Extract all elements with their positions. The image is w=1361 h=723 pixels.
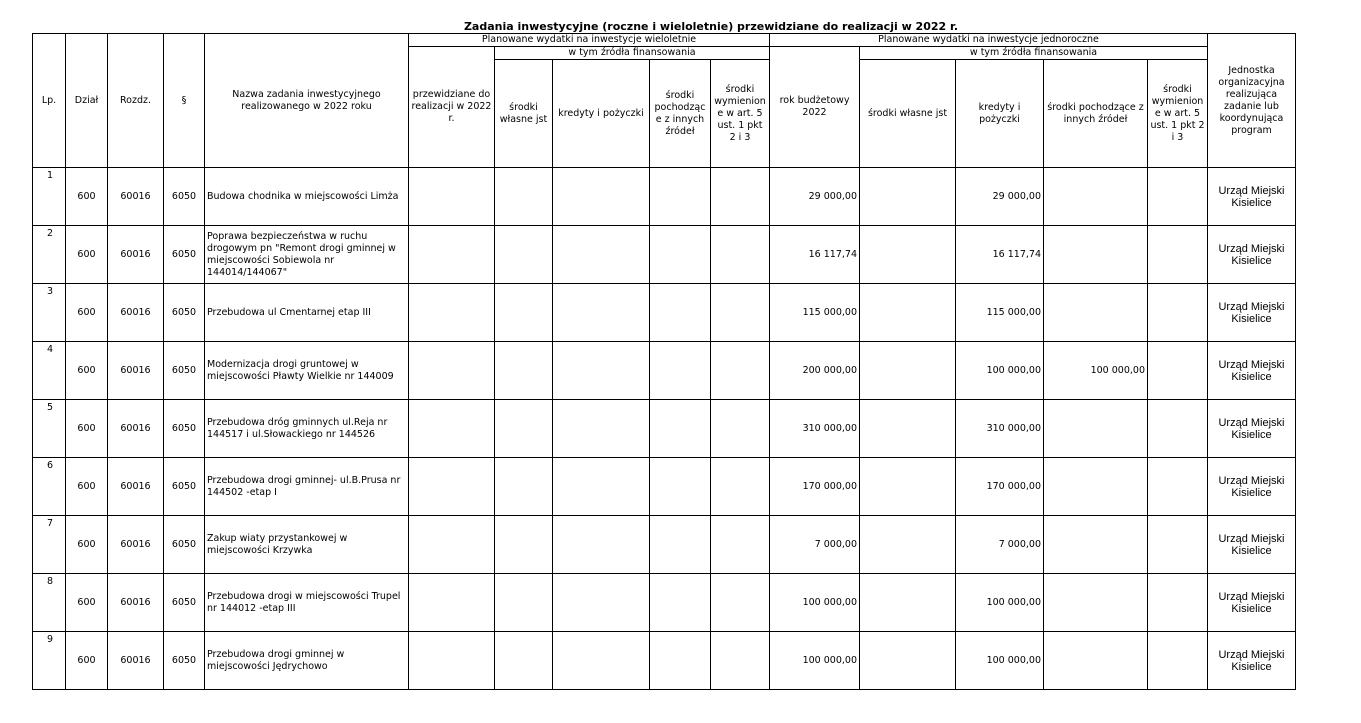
rozdz-cell: 60016 bbox=[108, 516, 164, 574]
pochodzace-cell bbox=[1044, 226, 1148, 284]
rok-cell: 7 000,00 bbox=[770, 516, 860, 574]
rok-cell: 170 000,00 bbox=[770, 458, 860, 516]
dzial-cell: 600 bbox=[66, 400, 108, 458]
header-srodki-wymienione-2: środki wymienion e w art. 5 ust. 1 pkt 2 i 3 bbox=[1148, 60, 1208, 168]
dzial-cell: 600 bbox=[66, 632, 108, 690]
paragraf-cell: 6050 bbox=[164, 342, 205, 400]
kredyty-cell: 29 000,00 bbox=[956, 168, 1044, 226]
paragraf-cell: 6050 bbox=[164, 284, 205, 342]
dzial-cell: 600 bbox=[66, 516, 108, 574]
jednostka-cell: Urząd Miejski Kisielice bbox=[1208, 342, 1296, 400]
nazwa-cell: Budowa chodnika w miejscowości Limża bbox=[205, 168, 409, 226]
kredyty-cell: 310 000,00 bbox=[956, 400, 1044, 458]
dzial-cell: 600 bbox=[66, 226, 108, 284]
jednostka-cell: Urząd Miejski Kisielice bbox=[1208, 632, 1296, 690]
rozdz-cell: 60016 bbox=[108, 284, 164, 342]
pochodzace-cell bbox=[1044, 284, 1148, 342]
dzial-cell: 600 bbox=[66, 342, 108, 400]
header-paragraf: § bbox=[164, 34, 205, 168]
header-srodki-wlasne: środki własne jst bbox=[495, 60, 553, 168]
header-lp: Lp. bbox=[33, 34, 66, 168]
jednostka-cell: Urząd Miejski Kisielice bbox=[1208, 574, 1296, 632]
pochodzace-cell bbox=[1044, 574, 1148, 632]
header-jednoroczne: Planowane wydatki na inwestycje jednoroczne bbox=[770, 34, 1208, 47]
kredyty-cell: 100 000,00 bbox=[956, 342, 1044, 400]
document-title: Zadania inwestycyjne (roczne i wieloletnie) przewidziane do realizacji w 2022 r. bbox=[463, 20, 959, 33]
paragraf-cell: 6050 bbox=[164, 226, 205, 284]
lp-cell: 1 bbox=[47, 170, 54, 181]
nazwa-cell: Przebudowa drogi gminnej w miejscowości Jędrychowo bbox=[205, 632, 409, 690]
lp-cell: 2 bbox=[47, 228, 54, 239]
rozdz-cell: 60016 bbox=[108, 632, 164, 690]
investment-table bbox=[32, 33, 1296, 690]
dzial-cell: 600 bbox=[66, 458, 108, 516]
jednostka-cell: Urząd Miejski Kisielice bbox=[1208, 400, 1296, 458]
nazwa-cell: Przebudowa dróg gminnych ul.Reja nr 144517 i ul.Słowackiego nr 144526 bbox=[205, 400, 409, 458]
kredyty-cell: 100 000,00 bbox=[956, 632, 1044, 690]
jednostka-cell: Urząd Miejski Kisielice bbox=[1208, 226, 1296, 284]
paragraf-cell: 6050 bbox=[164, 458, 205, 516]
header-jednostka: Jednostka organizacyjna realizująca zadanie lub koordynująca program bbox=[1208, 34, 1296, 168]
pochodzace-cell bbox=[1044, 400, 1148, 458]
dzial-cell: 600 bbox=[66, 168, 108, 226]
header-dzial: Dział bbox=[66, 34, 108, 168]
kredyty-cell: 7 000,00 bbox=[956, 516, 1044, 574]
dzial-cell: 600 bbox=[66, 574, 108, 632]
rozdz-cell: 60016 bbox=[108, 574, 164, 632]
header-kredyty: kredyty i pożyczki bbox=[553, 60, 650, 168]
rok-cell: 310 000,00 bbox=[770, 400, 860, 458]
header-kredyty-2: kredyty i pożyczki bbox=[956, 60, 1044, 168]
rok-cell: 16 117,74 bbox=[770, 226, 860, 284]
lp-cell: 8 bbox=[47, 576, 54, 587]
lp-cell: 3 bbox=[47, 286, 54, 297]
rozdz-cell: 60016 bbox=[108, 458, 164, 516]
header-srodki-wlasne-2: środki własne jst bbox=[860, 60, 956, 168]
paragraf-cell: 6050 bbox=[164, 400, 205, 458]
header-rok-budzetowy: rok budżetowy 2022 bbox=[770, 47, 860, 168]
table-row bbox=[33, 284, 1296, 342]
jednostka-cell: Urząd Miejski Kisielice bbox=[1208, 516, 1296, 574]
table-row bbox=[33, 168, 1296, 226]
rok-cell: 100 000,00 bbox=[770, 632, 860, 690]
kredyty-cell: 16 117,74 bbox=[956, 226, 1044, 284]
table-row bbox=[33, 632, 1296, 690]
paragraf-cell: 6050 bbox=[164, 632, 205, 690]
paragraf-cell: 6050 bbox=[164, 574, 205, 632]
kredyty-cell: 100 000,00 bbox=[956, 574, 1044, 632]
lp-cell: 4 bbox=[47, 344, 54, 355]
paragraf-cell: 6050 bbox=[164, 168, 205, 226]
header-rozdz: Rozdz. bbox=[108, 34, 164, 168]
table-row bbox=[33, 458, 1296, 516]
nazwa-cell: Przebudowa drogi gminnej- ul.B.Prusa nr 144502 -etap I bbox=[205, 458, 409, 516]
header-srodki-pochodzace-2: środki pochodzące z innych źródeł bbox=[1044, 60, 1148, 168]
rozdz-cell: 60016 bbox=[108, 342, 164, 400]
header-srodki-pochodzace: środki pochodząc e z innych źródeł bbox=[650, 60, 711, 168]
header-przewidziane: przewidziane do realizacji w 2022 r. bbox=[409, 47, 495, 168]
table-row bbox=[33, 342, 1296, 400]
rozdz-cell: 60016 bbox=[108, 400, 164, 458]
jednostka-cell: Urząd Miejski Kisielice bbox=[1208, 284, 1296, 342]
rok-cell: 115 000,00 bbox=[770, 284, 860, 342]
nazwa-cell: Poprawa bezpieczeństwa w ruchu drogowym pn "Remont drogi gminnej w miejscowości Sobiewola nr 144014/144067" bbox=[205, 226, 409, 284]
kredyty-cell: 170 000,00 bbox=[956, 458, 1044, 516]
jednostka-cell: Urząd Miejski Kisielice bbox=[1208, 458, 1296, 516]
rok-cell: 100 000,00 bbox=[770, 574, 860, 632]
rok-cell: 29 000,00 bbox=[770, 168, 860, 226]
header-srodki-wymienione: środki wymienion e w art. 5 ust. 1 pkt 2 i 3 bbox=[711, 60, 770, 168]
table-row bbox=[33, 516, 1296, 574]
table-row bbox=[33, 226, 1296, 284]
header-wieloletnie: Planowane wydatki na inwestycje wieloletnie bbox=[409, 34, 770, 47]
table-row bbox=[33, 400, 1296, 458]
pochodzace-cell: 100 000,00 bbox=[1044, 342, 1148, 400]
nazwa-cell: Modernizacja drogi gruntowej w miejscowości Pławty Wielkie nr 144009 bbox=[205, 342, 409, 400]
nazwa-cell: Przebudowa drogi w miejscowości Trupel nr 144012 -etap III bbox=[205, 574, 409, 632]
lp-cell: 9 bbox=[47, 634, 54, 645]
pochodzace-cell bbox=[1044, 168, 1148, 226]
lp-cell: 7 bbox=[47, 518, 54, 529]
lp-cell: 5 bbox=[47, 402, 54, 413]
header-w-tym-wieloletnie: w tym źródła finansowania bbox=[495, 47, 770, 60]
rok-cell: 200 000,00 bbox=[770, 342, 860, 400]
jednostka-cell: Urząd Miejski Kisielice bbox=[1208, 168, 1296, 226]
rozdz-cell: 60016 bbox=[108, 168, 164, 226]
lp-cell: 6 bbox=[47, 460, 54, 471]
rozdz-cell: 60016 bbox=[108, 226, 164, 284]
pochodzace-cell bbox=[1044, 516, 1148, 574]
dzial-cell: 600 bbox=[66, 284, 108, 342]
header-nazwa: Nazwa zadania inwestycyjnego realizowanego w 2022 roku bbox=[205, 34, 409, 168]
kredyty-cell: 115 000,00 bbox=[956, 284, 1044, 342]
header-w-tym-jednoroczne: w tym źródła finansowania bbox=[860, 47, 1208, 60]
paragraf-cell: 6050 bbox=[164, 516, 205, 574]
pochodzace-cell bbox=[1044, 458, 1148, 516]
nazwa-cell: Zakup wiaty przystankowej w miejscowości Krzywka bbox=[205, 516, 409, 574]
table-row bbox=[33, 574, 1296, 632]
pochodzace-cell bbox=[1044, 632, 1148, 690]
nazwa-cell: Przebudowa ul Cmentarnej etap III bbox=[205, 284, 409, 342]
